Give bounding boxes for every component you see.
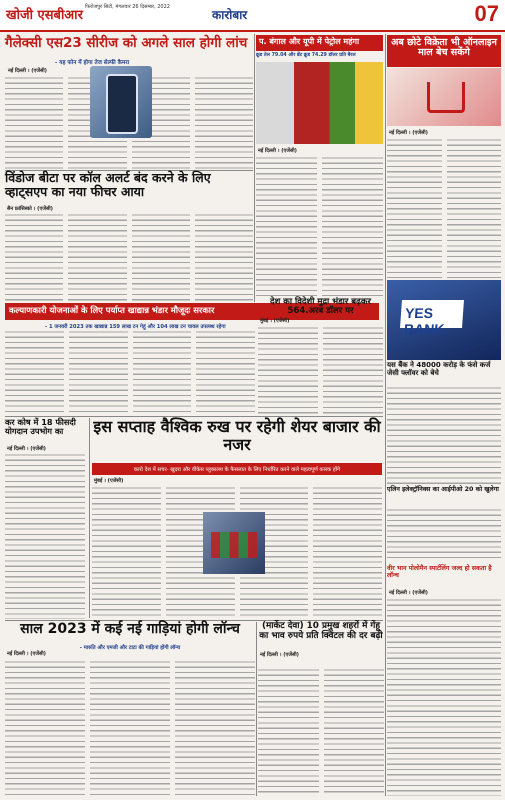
online-seller-headline: अब छोटे विक्रेता भी ऑनलाइन माल बेच सकेंगे [387, 35, 501, 67]
galaxy-phone-photo [90, 66, 152, 138]
tax-headline: कर कोष में 18 फीसदी योगदान उपभोग का [5, 417, 76, 437]
section-title: कारोबार [212, 8, 248, 22]
forex-body-text [258, 326, 383, 416]
column-divider [89, 418, 90, 618]
petrol-byline: नई दिल्ली । (एजेंसी) [258, 148, 297, 154]
column-divider [254, 34, 255, 302]
yes-bank-body-text [387, 386, 501, 484]
cars-subhead: - मारुति और एमजी और टाटा की गाड़ियां होंगी लॉन्च [79, 645, 181, 651]
online-seller-body-text [387, 138, 501, 278]
wheat-byline: नई दिल्ली । (एजेंसी) [260, 652, 299, 658]
forex-byline: मुंबई । (एजेंसी) [260, 318, 290, 324]
whatsapp-headline: विंडोज बीटा पर कॉल अलर्ट बंद करने के लिए व्हाट्सएप का नया फीचर आया [5, 170, 211, 199]
galaxy-subhead: - यह फोन में होगा तेज सेल्फी कैमरा [55, 60, 130, 66]
sparkling-body-text [387, 598, 501, 796]
cars-byline: नई दिल्ली । (एजेंसी) [7, 651, 46, 657]
yes-bank-logo: YES BANK [400, 300, 464, 328]
wheat-headline: (मार्केट देवा) 10 प्रमुख शहरों में गेंहू का भाव रुपये प्रति क्विंटल की दर बढ़ी [259, 621, 383, 641]
whatsapp-body-text [5, 213, 253, 301]
cars-body-text [5, 660, 255, 796]
elin-ipo-body-text [387, 508, 501, 560]
petrol-subhead: क्रूड तेल 79.04 और ब्रेंट क्रूड 74.29 डॉलर प्रति बैरल [256, 53, 356, 58]
yes-bank-photo [387, 280, 501, 360]
tax-body-text [5, 453, 85, 619]
khadya-body-text [5, 330, 255, 416]
elin-ipo-headline: एलिन इलेक्ट्रॉनिक्स का आईपीओ 20 को खुलेगा [387, 486, 499, 493]
online-seller-byline: नई दिल्ली । (एजेंसी) [389, 130, 428, 136]
sparkling-byline: नई दिल्ली । (एजेंसी) [389, 590, 428, 596]
date-line: फिरोजपुर सिटी, मंगलवार 26 दिसम्बर, 2022 [85, 4, 170, 10]
stock-market-photo [203, 512, 265, 574]
khadya-headline: कल्याणकारी योजनाओं के लिए पर्याप्त खाद्यान्न भंडार मौजूदः सरकार [5, 303, 379, 320]
galaxy-byline: नई दिल्ली । (एजेंसी) [8, 68, 47, 74]
khadya-subhead: - 1 जनवरी 2023 तक खाद्यान्न 159 लाख टन गेहूं और 104 लाख टन चावल उपलब्ध रहेगा [45, 324, 226, 330]
whatsapp-byline: सैन फ्रांसिस्को । (एजेंसी) [7, 206, 53, 212]
market-subhead: कारो देश में सचर- खुदरा और वीकेस प्लुकालय के फैसलात के लिए निर्धारित करने वाले महत्वपूर्ण कारक होंगे [92, 463, 382, 475]
market-byline: मुंबई । (एजेंसी) [94, 478, 124, 484]
online-shopping-photo [387, 68, 501, 126]
market-headline: इस सप्ताह वैश्विक रुख पर रहेगी शेयर बाजार की नजर [93, 417, 381, 454]
paper-name: खोजी एसबीआर [6, 8, 83, 23]
petrol-pump-photo [256, 62, 383, 144]
petrol-body-text [256, 156, 383, 296]
cars-headline: साल 2023 में कई नई गाड़ियां होगी लॉन्च [20, 621, 240, 637]
column-divider [385, 34, 386, 796]
masthead [0, 0, 505, 32]
sparkling-headline: वीर भान पोलोमैन स्पार्टलिंग जल्द हो सकता है लॉन्च [387, 565, 492, 579]
petrol-headline: प. बंगाल और यूपी में पेट्रोल महंगा [256, 35, 383, 51]
wheat-body-text [258, 668, 384, 796]
forex-headline: देश का विदेशी मुद्रा भंडार बढ़कर 564.अरब डॉलर पर [270, 297, 371, 317]
yes-bank-headline: यस बैंक ने 48000 करोड़ के फंसे कर्ज जेसी फ्लॉवर को बेचे [387, 361, 491, 377]
tax-byline: नई दिल्ली । (एजेंसी) [7, 446, 46, 452]
column-divider [256, 622, 257, 796]
page-number: 07 [474, 1, 499, 26]
galaxy-headline: गैलेक्सी एस23 सीरीज को अगले साल होगी लांच [5, 35, 248, 51]
